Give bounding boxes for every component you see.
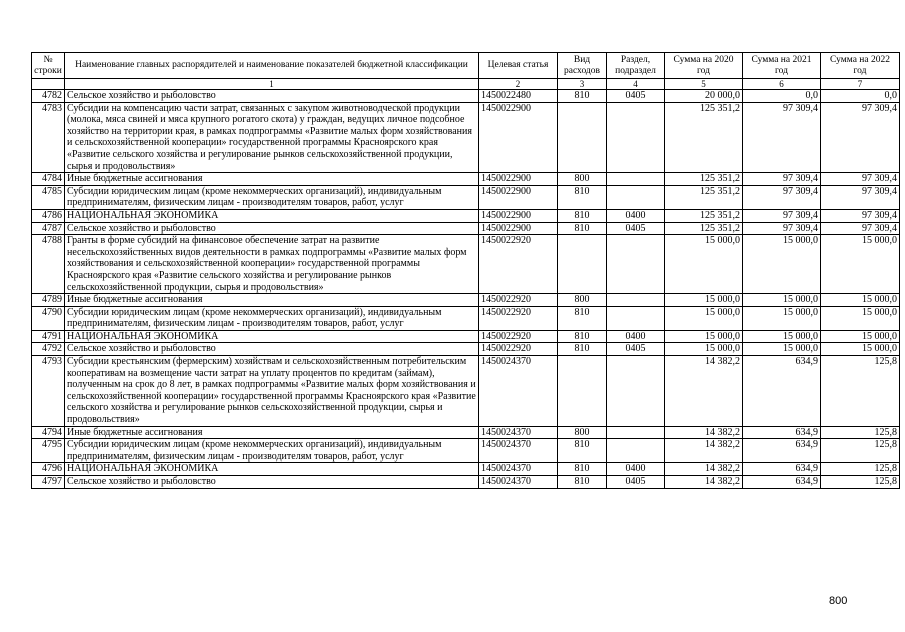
row-target-article: 1450022920 [479,306,558,330]
row-sum-2020: 20 000,0 [665,90,743,103]
row-name: Субсидии на компенсацию части затрат, связанных с закупом животноводческой продукции (молока, мяса свиней и мяса крупного рогатого скота) у граждан, ведущих личное подсобное хозяйство на территории края, в рамках подпрограммы «Развитие малых форм хозяйствования и сельскохозяйственной кооперации» государственной программы Красноярского края «Развитие сельского хозяйства и регулирование рынков сельскохозяйственной продукции, сырья и продовольствия» [65,102,479,173]
page-number: 800 [829,595,848,607]
header-sum-2020: Сумма на 2020 год [665,53,743,79]
row-sum-2021: 15 000,0 [743,306,821,330]
row-sum-2020: 15 000,0 [665,294,743,307]
row-sum-2020: 125 351,2 [665,185,743,209]
row-section [607,439,665,463]
row-expense-type [558,235,607,294]
table-row [32,330,900,343]
row-sum-2020: 14 382,2 [665,476,743,489]
row-expense-type: 810 [558,439,607,463]
row-sum-2021: 97 309,4 [743,222,821,235]
header-sum-2021: Сумма на 2021 год [743,53,821,79]
table-row [32,185,900,209]
row-name: НАЦИОНАЛЬНАЯ ЭКОНОМИКА [65,209,479,222]
row-expense-type: 800 [558,426,607,439]
row-target-article: 1450022900 [479,102,558,173]
row-number: 4784 [32,173,65,186]
table-row [32,343,900,356]
header-row-no: № строки [32,53,65,79]
row-name: Иные бюджетные ассигнования [65,294,479,307]
row-name: Гранты в форме субсидий на финансовое обеспечение затрат на развитие несельскохозяйственных видов деятельности в рамках подпрограммы «Развитие малых форм хозяйствования и сельскохозяйственной кооперации» государственной программы Красноярского края «Развитие сельского хозяйства и регулирование рынков сельскохозяйственной продукции, сырья и продовольствия» [65,235,479,294]
row-sum-2021: 97 309,4 [743,209,821,222]
column-number: 4 [607,79,665,90]
row-number: 4796 [32,463,65,476]
table-row [32,222,900,235]
row-name: Иные бюджетные ассигнования [65,173,479,186]
row-section [607,356,665,427]
row-number: 4792 [32,343,65,356]
row-sum-2020: 14 382,2 [665,426,743,439]
table-row [32,356,900,427]
row-number: 4794 [32,426,65,439]
row-sum-2022: 15 000,0 [821,330,900,343]
row-sum-2020: 14 382,2 [665,439,743,463]
row-section [607,235,665,294]
row-section: 0400 [607,209,665,222]
row-sum-2022: 125,8 [821,426,900,439]
row-sum-2020: 125 351,2 [665,222,743,235]
budget-table [31,52,900,489]
header-sum-2022: Сумма на 2022 год [821,53,900,79]
row-number: 4790 [32,306,65,330]
row-sum-2021: 634,9 [743,439,821,463]
table-row [32,463,900,476]
row-expense-type: 810 [558,463,607,476]
header-row [32,53,900,79]
row-target-article: 1450022480 [479,90,558,103]
row-section: 0405 [607,90,665,103]
row-sum-2022: 15 000,0 [821,343,900,356]
column-number: 3 [558,79,607,90]
row-sum-2020: 125 351,2 [665,102,743,173]
row-target-article: 1450022920 [479,343,558,356]
table-row [32,90,900,103]
row-expense-type: 810 [558,343,607,356]
row-sum-2021: 634,9 [743,476,821,489]
row-section: 0400 [607,463,665,476]
row-target-article: 1450022900 [479,209,558,222]
row-section [607,306,665,330]
row-target-article: 1450024370 [479,476,558,489]
row-name: Сельское хозяйство и рыболовство [65,90,479,103]
row-sum-2020: 15 000,0 [665,330,743,343]
row-name: Субсидии юридическим лицам (кроме некоммерческих организаций), индивидуальным предпринимателям, физическим лицам - производителям товаров, работ, услуг [65,439,479,463]
row-sum-2020: 15 000,0 [665,235,743,294]
row-sum-2021: 0,0 [743,90,821,103]
row-number: 4786 [32,209,65,222]
row-sum-2021: 97 309,4 [743,102,821,173]
row-sum-2021: 634,9 [743,426,821,439]
header-name: Наименование главных распорядителей и наименование показателей бюджетной классификации [65,53,479,79]
column-number: 6 [743,79,821,90]
table-row [32,306,900,330]
row-section [607,294,665,307]
row-number: 4793 [32,356,65,427]
row-section [607,185,665,209]
row-expense-type [558,102,607,173]
row-section [607,102,665,173]
row-section: 0405 [607,222,665,235]
header-section: Раздел, подраздел [607,53,665,79]
row-target-article: 1450022920 [479,235,558,294]
row-sum-2022: 97 309,4 [821,222,900,235]
row-target-article: 1450024370 [479,356,558,427]
row-name: Субсидии крестьянским (фермерским) хозяйствам и сельскохозяйственным потребительским кооперативам на возмещение части затрат на уплату процентов по кредитам (займам), полученным на срок до 8 лет, в рамках подпрограммы «Развитие малых форм хозяйствования и сельскохозяйственной кооперации» государственной программы Красноярского края «Развитие сельского хозяйства и регулирование рынков сельскохозяйственной продукции, сырья и продовольствия» [65,356,479,427]
row-sum-2020: 15 000,0 [665,306,743,330]
row-sum-2022: 15 000,0 [821,306,900,330]
row-expense-type [558,356,607,427]
row-sum-2022: 125,8 [821,356,900,427]
row-sum-2021: 634,9 [743,463,821,476]
column-number: 5 [665,79,743,90]
row-expense-type: 800 [558,173,607,186]
row-number: 4783 [32,102,65,173]
column-number: 7 [821,79,900,90]
row-section [607,426,665,439]
row-expense-type: 810 [558,476,607,489]
header-expense-type: Вид расходов [558,53,607,79]
row-name: Иные бюджетные ассигнования [65,426,479,439]
row-expense-type: 810 [558,185,607,209]
row-name: НАЦИОНАЛЬНАЯ ЭКОНОМИКА [65,330,479,343]
table-row [32,235,900,294]
row-sum-2022: 97 309,4 [821,185,900,209]
row-sum-2021: 15 000,0 [743,330,821,343]
row-expense-type: 810 [558,90,607,103]
table-row [32,173,900,186]
row-sum-2021: 15 000,0 [743,235,821,294]
row-section [607,173,665,186]
row-expense-type: 810 [558,330,607,343]
row-sum-2022: 125,8 [821,476,900,489]
row-number: 4789 [32,294,65,307]
row-expense-type: 800 [558,294,607,307]
row-sum-2022: 97 309,4 [821,102,900,173]
row-sum-2022: 0,0 [821,90,900,103]
row-sum-2022: 15 000,0 [821,235,900,294]
row-expense-type: 810 [558,306,607,330]
row-name: Сельское хозяйство и рыболовство [65,343,479,356]
row-target-article: 1450022900 [479,222,558,235]
row-name: Субсидии юридическим лицам (кроме некоммерческих организаций), индивидуальным предпринимателям, физическим лицам - производителям товаров, работ, услуг [65,185,479,209]
table-row [32,426,900,439]
column-number [32,79,65,90]
row-sum-2020: 14 382,2 [665,463,743,476]
table-row [32,439,900,463]
column-numbers-row [32,79,900,90]
table-row [32,209,900,222]
row-target-article: 1450024370 [479,463,558,476]
row-sum-2020: 15 000,0 [665,343,743,356]
row-target-article: 1450022920 [479,330,558,343]
row-expense-type: 810 [558,209,607,222]
row-target-article: 1450024370 [479,426,558,439]
row-target-article: 1450022900 [479,185,558,209]
row-sum-2020: 14 382,2 [665,356,743,427]
header-target-article: Целевая статья [479,53,558,79]
row-expense-type: 810 [558,222,607,235]
row-sum-2022: 97 309,4 [821,173,900,186]
row-target-article: 1450022900 [479,173,558,186]
row-name: Субсидии юридическим лицам (кроме некоммерческих организаций), индивидуальным предпринимателям, физическим лицам - производителям товаров, работ, услуг [65,306,479,330]
row-number: 4785 [32,185,65,209]
row-section: 0405 [607,476,665,489]
row-section: 0400 [607,330,665,343]
row-sum-2021: 15 000,0 [743,343,821,356]
row-section: 0405 [607,343,665,356]
table-row [32,102,900,173]
row-number: 4782 [32,90,65,103]
row-number: 4791 [32,330,65,343]
row-sum-2022: 125,8 [821,439,900,463]
row-name: Сельское хозяйство и рыболовство [65,222,479,235]
row-sum-2022: 97 309,4 [821,209,900,222]
row-name: Сельское хозяйство и рыболовство [65,476,479,489]
column-number: 1 [65,79,479,90]
row-target-article: 1450024370 [479,439,558,463]
row-sum-2022: 125,8 [821,463,900,476]
row-number: 4797 [32,476,65,489]
row-sum-2020: 125 351,2 [665,209,743,222]
column-number: 2 [479,79,558,90]
row-sum-2022: 15 000,0 [821,294,900,307]
row-sum-2021: 15 000,0 [743,294,821,307]
table-row [32,294,900,307]
row-number: 4787 [32,222,65,235]
row-sum-2021: 634,9 [743,356,821,427]
row-target-article: 1450022920 [479,294,558,307]
row-name: НАЦИОНАЛЬНАЯ ЭКОНОМИКА [65,463,479,476]
row-sum-2021: 97 309,4 [743,173,821,186]
row-number: 4788 [32,235,65,294]
table-row [32,476,900,489]
table-body [32,90,900,489]
row-sum-2021: 97 309,4 [743,185,821,209]
row-number: 4795 [32,439,65,463]
row-sum-2020: 125 351,2 [665,173,743,186]
